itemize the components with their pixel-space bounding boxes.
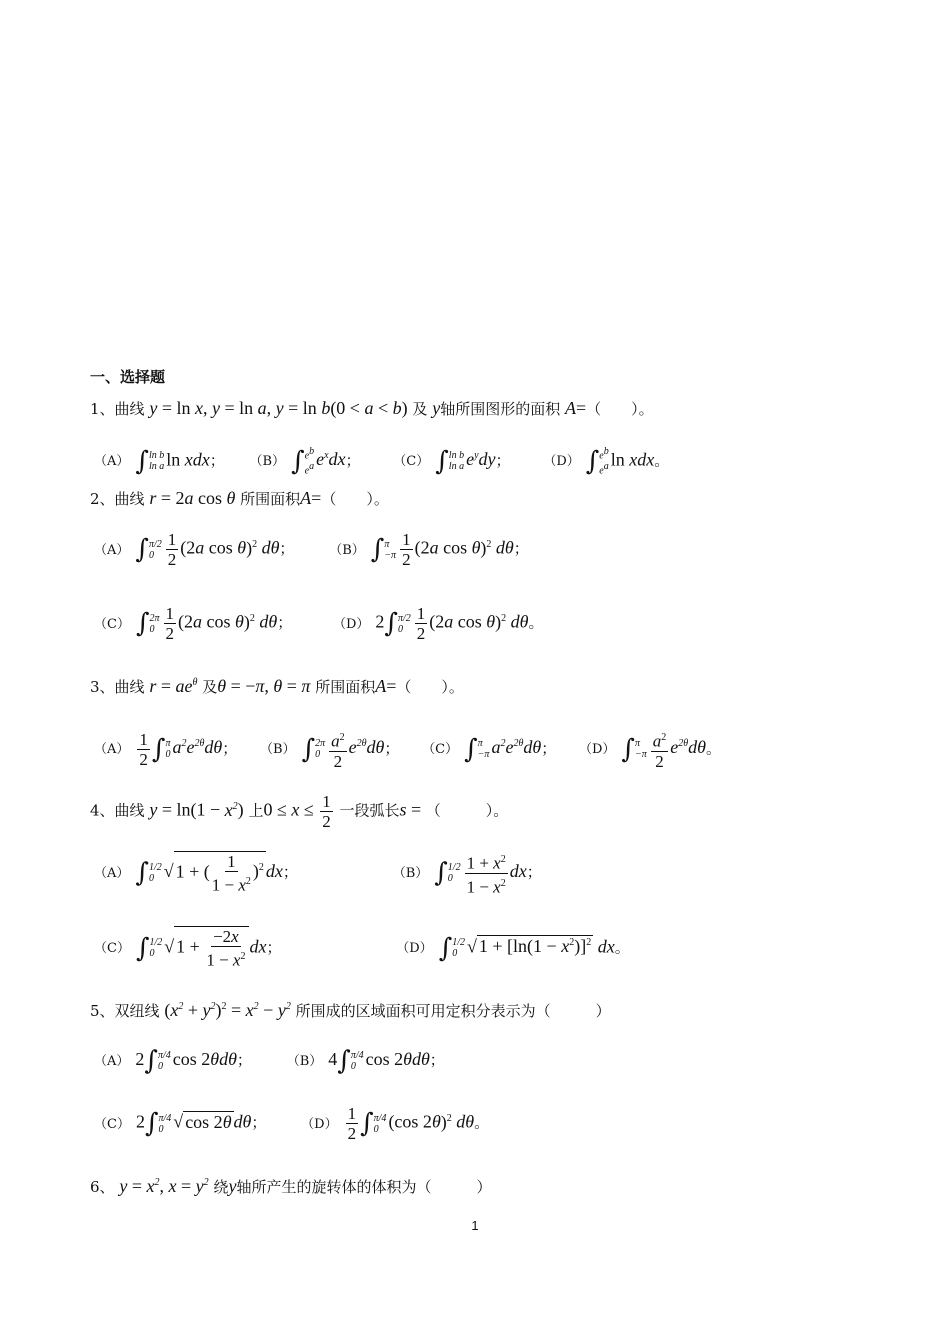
question-6: 6、 $y = x^2$, $x = y^2$ 绕y轴所产生的旋转体的体积为（ ） <box>90 1176 492 1196</box>
section-title: 一、选择题 <box>90 368 166 386</box>
q1-options: （A） ∫ ln b ln a ln xdx； （B） ∫ $e^b$ $e^a$ $e^xdx$； （C） ∫ ln b ln a $e^ydy$； （D） ∫ $e^b$ $e^a$ ln xdx。 <box>94 446 670 477</box>
page-number: 1 <box>471 1218 479 1233</box>
q4-options-cd: （C） ∫ 1/2 0 √ 1 + $\frac{-2x}{1 - x^2}$ dx； （D） ∫ 1/2 0 √ $1 + [\ln(1 - x^2)]^2$ dx。 <box>94 927 630 970</box>
q2-options-ab: （A） ∫ π/2 0 $\frac{1}{2}$ (2a cos θ)$^2$ dθ； （B） ∫ π −π $\frac{1}{2}$ (2a cos θ)$^2$ dθ； <box>94 530 529 569</box>
q3-options: （A） $\frac{1}{2}$ ∫ π 0 $a^2e^{2\theta}d\theta$； （B） ∫ 2π 0 $\frac{a^2}{2}$ $e^{2\theta}d\theta$； （C） ∫ π −π $a^2e^{2\theta}d\theta$； （D） ∫ π −π $\frac{a^2}{2}$ $e^{2\theta}d\theta$。 <box>94 729 722 771</box>
q2-options-cd: （C） ∫ 2π 0 $\frac{1}{2}$ (2a cos θ)$^2$ dθ； （D） 2∫ π/2 0 $\frac{1}{2}$ (2a cos θ)$^2$ dθ。 <box>94 604 544 643</box>
question-1: 1、曲线 y = ln x, y = ln a, y = ln b(0 < a < b) 及 y轴所围图形的面积 A=（ ）。 <box>90 398 654 418</box>
question-3: 3、曲线 $r = ae^\theta$ 及θ = −π, θ = π 所围面积A=（ ）。 <box>90 676 464 696</box>
q5-options-ab: （A） 2∫ π/4 0 cos 2θdθ； （B） 4∫ π/4 0 cos 2θdθ； <box>94 1046 445 1076</box>
q4-options-ab: （A） ∫ 1/2 0 √ 1 + ( $\frac{1}{1 - x^2}$ )$^2$ dx； （B） ∫ 1/2 0 $\frac{1 + x^2}{1 - x^2}$ dx； <box>94 851 542 897</box>
q5-options-cd: （C） 2∫ π/4 0 √ cos 2θ dθ； （D） $\frac{1}{2}$ ∫ π/4 0 (cos 2θ)$^2$ dθ。 <box>94 1104 490 1143</box>
question-2: 2、曲线 r = 2a cos θ 所围面积A=（ ）。 <box>90 488 389 508</box>
question-5: 5、双纽线 $(x^2 + y^2)^2 = x^2 - y^2$ 所围成的区域面积可用定积分表示为（ ） <box>90 1000 611 1020</box>
question-4: 4、曲线 $y = \ln(1 - x^2)$ 上0 ≤ x ≤ $\frac{1}{2}$ 一段弧长s = （ ）。 <box>90 792 509 831</box>
